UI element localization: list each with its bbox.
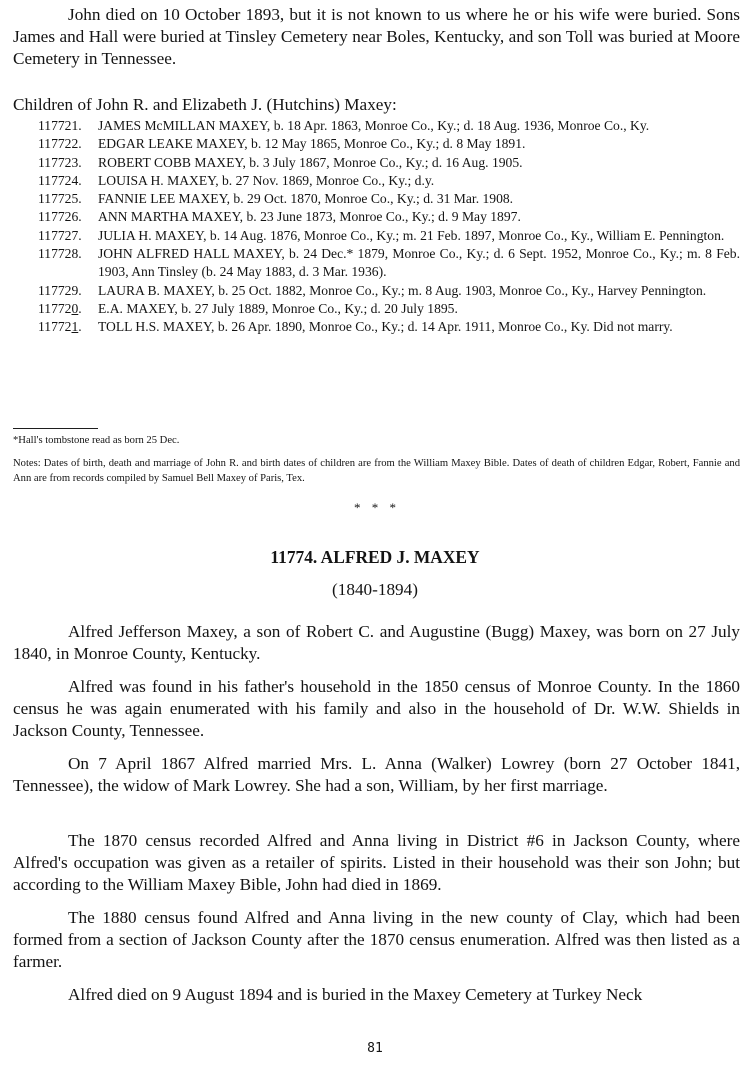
child-number: 117729.	[38, 282, 82, 298]
child-entry	[38, 135, 740, 153]
child-entry	[38, 172, 740, 190]
child-number: 117724.	[38, 172, 82, 188]
paragraph: The 1880 census found Alfred and Anna living in the new county of Clay, which had been formed from a section of Jackson County after the 1870 census enumeration. Alfred was then listed as a farmer.	[13, 908, 740, 971]
child-entry	[38, 154, 740, 172]
child-entry	[38, 190, 740, 208]
child-number: 117721.	[38, 118, 82, 133]
paragraph: Alfred was found in his father's household in the 1850 census of Monroe County. In the 1860 census he was again enumerated with his family and also in the household of Dr. W.W. Shields in Jackson County, Tennessee.	[13, 677, 740, 740]
notes: Notes: Dates of birth, death and marriage of John R. and birth dates of children are from the William Maxey Bible. Dates of death of children Edgar, Robert, Fannie and Ann are from records compiled by Samuel Bell Maxey of Paris, Tex.	[13, 458, 740, 484]
child-number-main: 11772	[38, 319, 72, 335]
child-number-underlined-digit: 0	[71, 300, 79, 316]
footnote-divider	[13, 428, 98, 429]
child-text: JAMES McMILLAN MAXEY, b. 18 Apr. 1863, Monroe Co., Ky.; d. 18 Aug. 1936, Monroe Co., Ky.	[98, 118, 650, 133]
child-text: LOUISA H. MAXEY, b. 27 Nov. 1869, Monroe Co., Ky.; d.y.	[98, 172, 435, 188]
child-text: ROBERT COBB MAXEY, b. 3 July 1867, Monroe Co., Ky.; d. 16 Aug. 1905.	[98, 154, 523, 170]
section-separator: * * *	[354, 500, 400, 515]
child-number	[38, 300, 98, 318]
child-text: EDGAR LEAKE MAXEY, b. 12 May 1865, Monroe Co., Ky.; d. 8 May 1891.	[98, 136, 526, 152]
child-number	[38, 318, 98, 336]
child-entry	[38, 208, 740, 226]
paragraph: Alfred Jefferson Maxey, a son of Robert C. and Augustine (Bugg) Maxey, was born on 27 July 1840, in Monroe County, Kentucky.	[13, 622, 740, 663]
children-heading: Children of John R. and Elizabeth J. (Hutchins) Maxey:	[13, 95, 397, 114]
child-number-period: .	[78, 319, 82, 335]
child-text: LAURA B. MAXEY, b. 25 Oct. 1882, Monroe Co., Ky.; m. 8 Aug. 1903, Monroe Co., Ky., Harvey Pennington.	[98, 282, 707, 298]
section-title: 11774. ALFRED J. MAXEY	[270, 547, 480, 567]
child-number: 117727.	[38, 227, 82, 243]
child-entry	[38, 227, 740, 245]
child-number: 117728.	[38, 246, 82, 262]
child-number: 117725.	[38, 191, 82, 207]
child-entry	[38, 282, 740, 300]
child-text: E.A. MAXEY, b. 27 July 1889, Monroe Co., Ky.; d. 20 July 1895.	[98, 300, 458, 316]
footnote: *Hall's tombstone read as born 25 Dec.	[13, 435, 180, 446]
section-dates: (1840-1894)	[332, 580, 418, 599]
child-text: JOHN ALFRED HALL MAXEY, b. 24 Dec.* 1879, Monroe Co., Ky.; d. 6 Sept. 1952, Monroe Co., Ky.; m. 8 Feb. 1903, Ann Tinsley (b. 24 May 1883, d. 3 Mar. 1936).	[98, 246, 740, 280]
child-entry	[38, 245, 740, 282]
child-entry	[38, 117, 740, 135]
paragraph: Alfred died on 9 August 1894 and is buried in the Maxey Cemetery at Turkey Neck	[68, 985, 643, 1004]
child-text: JULIA H. MAXEY, b. 14 Aug. 1876, Monroe Co., Ky.; m. 21 Feb. 1897, Monroe Co., Ky., William E. Pennington.	[98, 227, 725, 243]
child-number-underlined-digit: 1	[71, 319, 79, 335]
child-text: FANNIE LEE MAXEY, b. 29 Oct. 1870, Monroe Co., Ky.; d. 31 Mar. 1908.	[98, 191, 514, 207]
child-number-period: .	[78, 300, 82, 316]
child-entry	[38, 318, 740, 336]
child-number: 117722.	[38, 136, 82, 152]
child-text: TOLL H.S. MAXEY, b. 26 Apr. 1890, Monroe Co., Ky.; d. 14 Apr. 1911, Monroe Co., Ky. Did not marry.	[98, 319, 673, 335]
child-entry	[38, 300, 740, 318]
child-number-main: 11772	[38, 300, 72, 316]
child-text: ANN MARTHA MAXEY, b. 23 June 1873, Monroe Co., Ky.; d. 9 May 1897.	[98, 209, 521, 225]
page-number: 81	[367, 1041, 383, 1056]
child-number: 117723.	[38, 154, 82, 170]
children-list	[38, 117, 740, 337]
child-number: 117726.	[38, 209, 82, 225]
paragraph: On 7 April 1867 Alfred married Mrs. L. Anna (Walker) Lowrey (born 27 October 1841, Tennessee), the widow of Mark Lowrey. She had a son, William, by her first marriage.	[13, 754, 740, 795]
intro-paragraph: John died on 10 October 1893, but it is not known to us where he or his wife were buried. Sons James and Hall were buried at Tinsley Cemetery near Boles, Kentucky, and son Toll was buried at Moore Cemetery in Tennessee.	[13, 5, 740, 68]
paragraph: The 1870 census recorded Alfred and Anna living in District #6 in Jackson County, where Alfred's occupation was given as a retailer of spirits. Listed in their household was their son John; but according to the William Maxey Bible, John had died in 1869.	[13, 831, 740, 894]
